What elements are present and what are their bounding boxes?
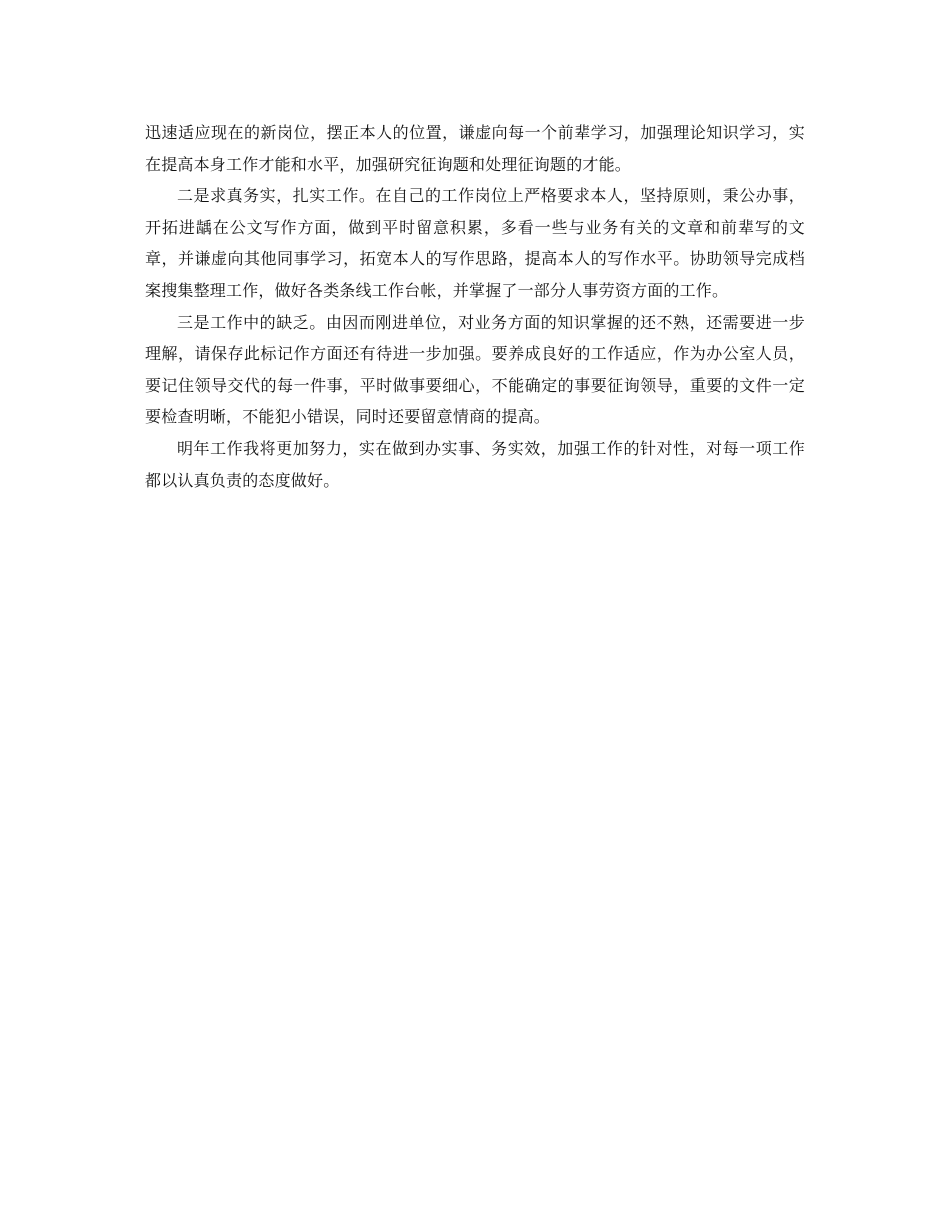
- document-body: [145, 117, 805, 496]
- paragraph-shortcomings: 三是工作中的缺乏。由因而刚进单位，对业务方面的知识掌握的还不熟，还需要进一步理解，请保存此标记作方面还有待进一步加强。要养成良好的工作适应，作为办公室人员，要记住领导交代的每一件事，平时做事要细心，不能确定的事要征询领导，重要的文件一定要检查明晰，不能犯小错误，同时还要留意情商的提高。: [145, 312, 805, 427]
- paragraph-work-practice: 二是求真务实，扎实工作。在自己的工作岗位上严格要求本人，坚持原则，秉公办事，开拓进龋在公文写作方面，做到平时留意积累，多看一些与业务有关的文章和前辈写的文章，并谦虚向其他同事学习，拓宽本人的写作思路，提高本人的写作水平。协助领导完成档案搜集整理工作，做好各类条线工作台帐，并掌握了一部分人事劳资方面的工作。: [145, 186, 805, 300]
- paragraph-next-year-plan: 明年工作我将更加努力，实在做到办实事、务实效，加强工作的针对性，对每一项工作都以认真负责的态度做好。: [145, 438, 805, 490]
- paragraph-continuation: 迅速适应现在的新岗位，摆正本人的位置，谦虚向每一个前辈学习，加强理论知识学习，实在提高本身工作才能和水平，加强研究征询题和处理征询题的才能。: [145, 123, 805, 174]
